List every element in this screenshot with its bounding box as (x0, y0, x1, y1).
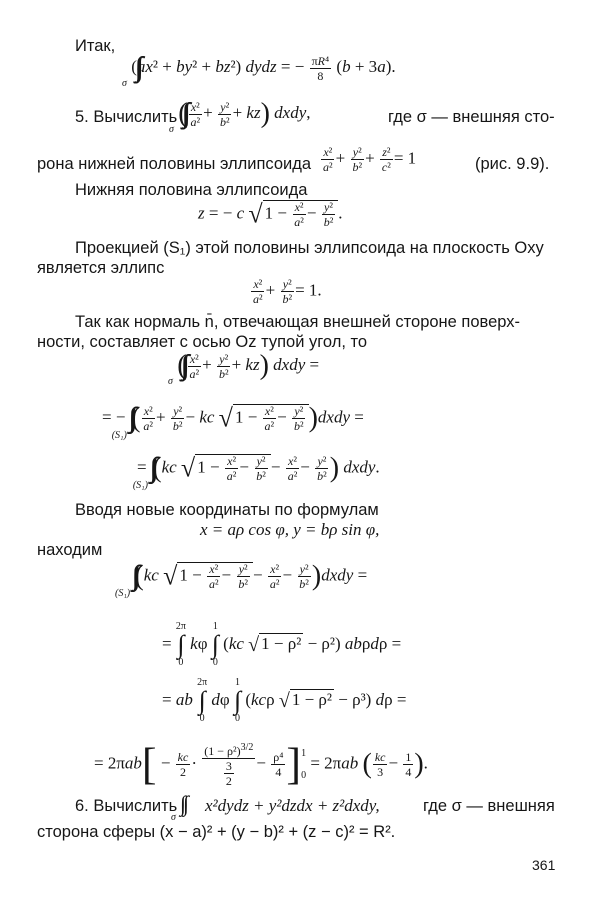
lower-half-text: Нижняя половина эллипсоида (75, 181, 308, 199)
itak-text: Итак, (75, 37, 116, 55)
formula-itak: $_\sigma$ (ax² + by² + bz²) dydz = − $\frac{\text{πR⁴}}{8}$ (b + 3a). (122, 53, 396, 89)
finding-text: находим (37, 541, 103, 559)
normal-line2: ности, составляет с осью Oz тупой угол, то (37, 333, 368, 351)
formula-ellipse: $\frac{\text{x²}}{\text{a²}}$ + $\frac{\text{y²}}{\text{b²}}$ = 1. (253, 277, 322, 306)
problem5-line2: рона нижней половины эллипсоида (37, 155, 312, 173)
problem6-where: где σ — внешняя (423, 797, 555, 815)
new-coords-text: Вводя новые координаты по формулам (75, 501, 379, 519)
problem6-lead: 6. Вычислить (75, 797, 178, 815)
formula-result-1: $_{(S_1)}$ (kc √ 1 − $\frac{\text{x²}}{\text{a²}}$ − $\frac{\text{y²}}{\text{b²}}$ − $\frac{\text{x²}}{\text{a²}}$ − $\frac{\text{y²}}{\text{b²}}$ )dxdy = (115, 560, 368, 600)
formula-chain-2: = − $_{(S_1)}$ ( $\frac{\text{x²}}{\text{a²}}$ + $\frac{\text{y²}}{\text{b²}}$ − kc √ 1 − $\frac{\text{x²}}{\text{a²}}$ − $\frac{\text{y²}}{\text{b²}}$ )dxdy = (102, 402, 364, 442)
page-number: 361 (532, 857, 556, 873)
formula-result-3: = ab 2π ∫ 0 dφ 1 ∫ 0 (kcρ √ 1 − ρ² − ρ³) dρ = (162, 677, 407, 724)
problem6-integrand: x²dydz + y²dzdx + z²dxdy, (205, 796, 380, 815)
formula-chain-3: = $_{(S_1)}$ (kc √ 1 − $\frac{\text{x²}}{\text{a²}}$ − $\frac{\text{y²}}{\text{b²}}$ − $\frac{\text{x²}}{\text{a²}}$ − $\frac{\text{y²}}{\text{b²}}$ ) dxdy. (132, 452, 380, 492)
projection-line2: является эллипс (37, 259, 165, 277)
problem6-line2: сторона сферы (x − a)² + (y − b)² + (z − c)² = R². (37, 823, 396, 841)
problem5-lead: 5. Вычислить (75, 108, 178, 126)
formula-problem5: $_\sigma$ ( $\frac{\text{x²}}{\text{a²}}$ + $\frac{\text{y²}}{\text{b²}}$ + kz) dxdy, (169, 98, 311, 135)
coords-formula: x = aρ cos φ, y = bρ sin φ, (200, 520, 380, 539)
projection-line1: Проекцией (S₁) этой половины эллипсоида на плоскость Oxy (75, 239, 544, 257)
problem5-ref: (рис. 9.9). (475, 155, 550, 173)
normal-line1: Так как нормаль n̄, отвечающая внешней стороне поверх- (75, 313, 521, 331)
formula-z: z = − c √ 1 − $\frac{\text{x²}}{\text{a²}}$ − $\frac{\text{y²}}{\text{b²}}$ . (198, 199, 343, 229)
formula-result-2: = 2π ∫ 0 kφ 1 ∫ 0 (kc √ 1 − ρ² − ρ²) abρdρ = (162, 621, 402, 668)
formula-result-4: = 2πab[ − $\frac{kc}{2}$ · $\frac{(1 - \rho^2)^{3/2}}{\frac{3}{2}}$ − $\frac{\text{ρ⁴}}{4}$ ]1 0 = 2πab ( $\frac{kc}{3}$ − $\frac{1}{4}$ ). (94, 739, 428, 789)
problem5-where: где σ — внешняя сто- (388, 108, 555, 126)
formula-ellipsoid: $\frac{\text{x²}}{\text{a²}}$ + $\frac{\text{y²}}{\text{b²}}$ + $\frac{\text{z²}}{\text{c²}}$ = 1 (323, 145, 417, 174)
formula-chain-1: $_\sigma$ ( $\frac{\text{x²}}{\text{a²}}$ + $\frac{\text{y²}}{\text{b²}}$ + kz) dxdy = (168, 350, 320, 387)
